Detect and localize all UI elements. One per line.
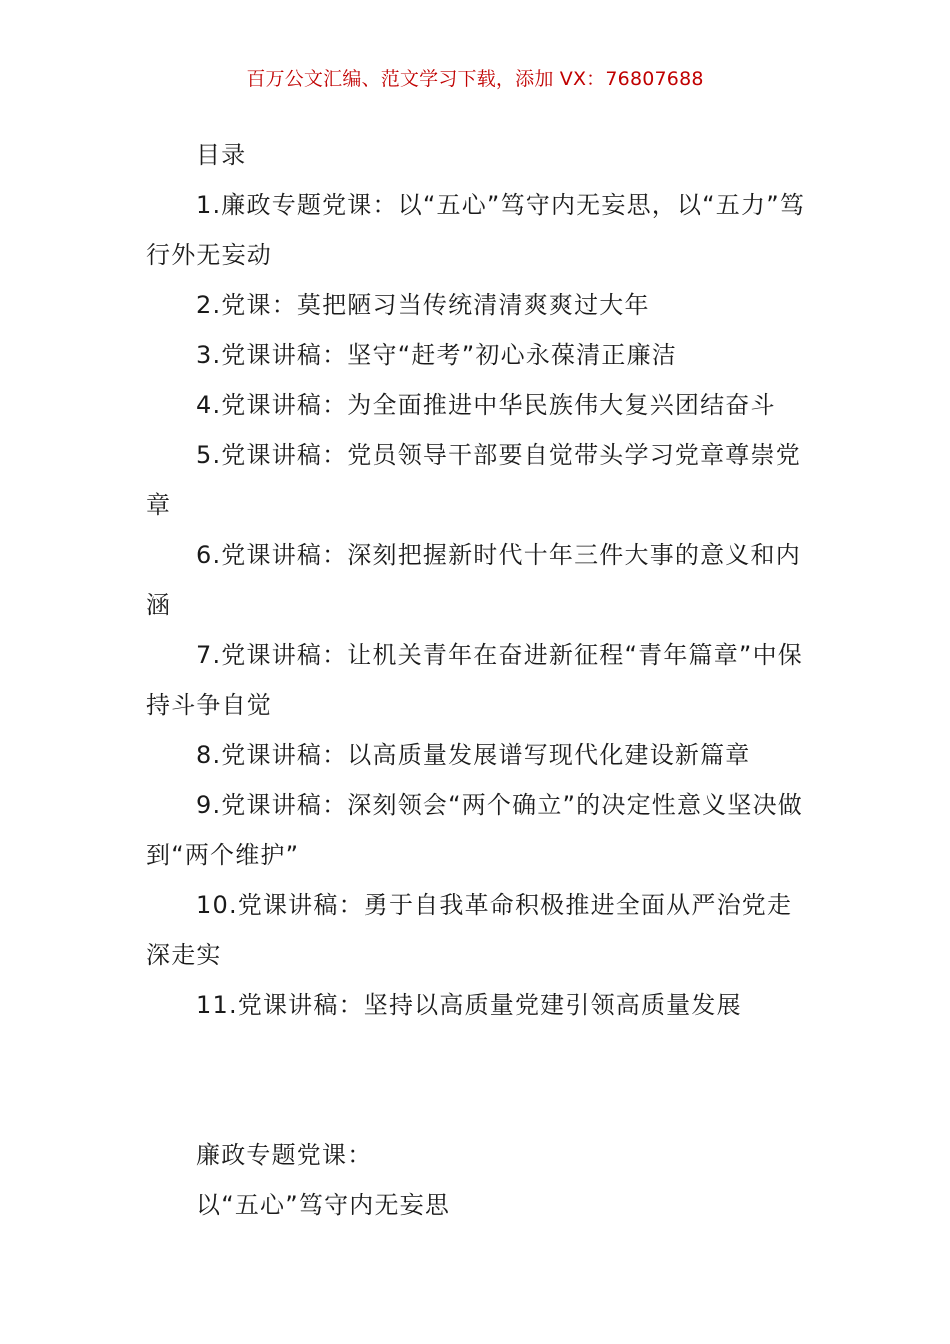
section-heading: 廉政专题党课： [196, 1141, 373, 1169]
document-body [146, 130, 808, 1230]
toc-list [146, 180, 808, 1030]
toc-title: 目录 [196, 141, 247, 169]
toc-item: 10.党课讲稿：勇于自我革命积极推进全面从严治党走深走实 [146, 891, 793, 969]
toc-item: 6.党课讲稿：深刻把握新时代十年三件大事的意义和内涵 [146, 541, 801, 619]
toc-item: 8.党课讲稿：以高质量发展谱写现代化建设新篇章 [196, 741, 751, 769]
toc-item: 1.廉政专题党课：以“五心”笃守内无妄思，以“五力”笃行外无妄动 [146, 191, 806, 269]
watermark-header: 百万公文汇编、范文学习下载，添加 VX：76807688 [246, 68, 704, 90]
toc-item: 5.党课讲稿：党员领导干部要自觉带头学习党章尊崇党章 [146, 441, 801, 519]
toc-item: 11.党课讲稿：坚持以高质量党建引领高质量发展 [196, 991, 742, 1019]
section-gap [146, 1030, 808, 1130]
toc-item: 3.党课讲稿：坚守“赶考”初心永葆清正廉洁 [196, 341, 677, 369]
section-subheading: 以“五心”笃守内无妄思 [196, 1191, 451, 1219]
toc-item: 2.党课：莫把陋习当传统清清爽爽过大年 [196, 291, 650, 319]
toc-item: 7.党课讲稿：让机关青年在奋进新征程“青年篇章”中保持斗争自觉 [146, 641, 803, 719]
toc-item: 9.党课讲稿：深刻领会“两个确立”的决定性意义坚决做到“两个维护” [146, 791, 803, 869]
toc-item: 4.党课讲稿：为全面推进中华民族伟大复兴团结奋斗 [196, 391, 776, 419]
